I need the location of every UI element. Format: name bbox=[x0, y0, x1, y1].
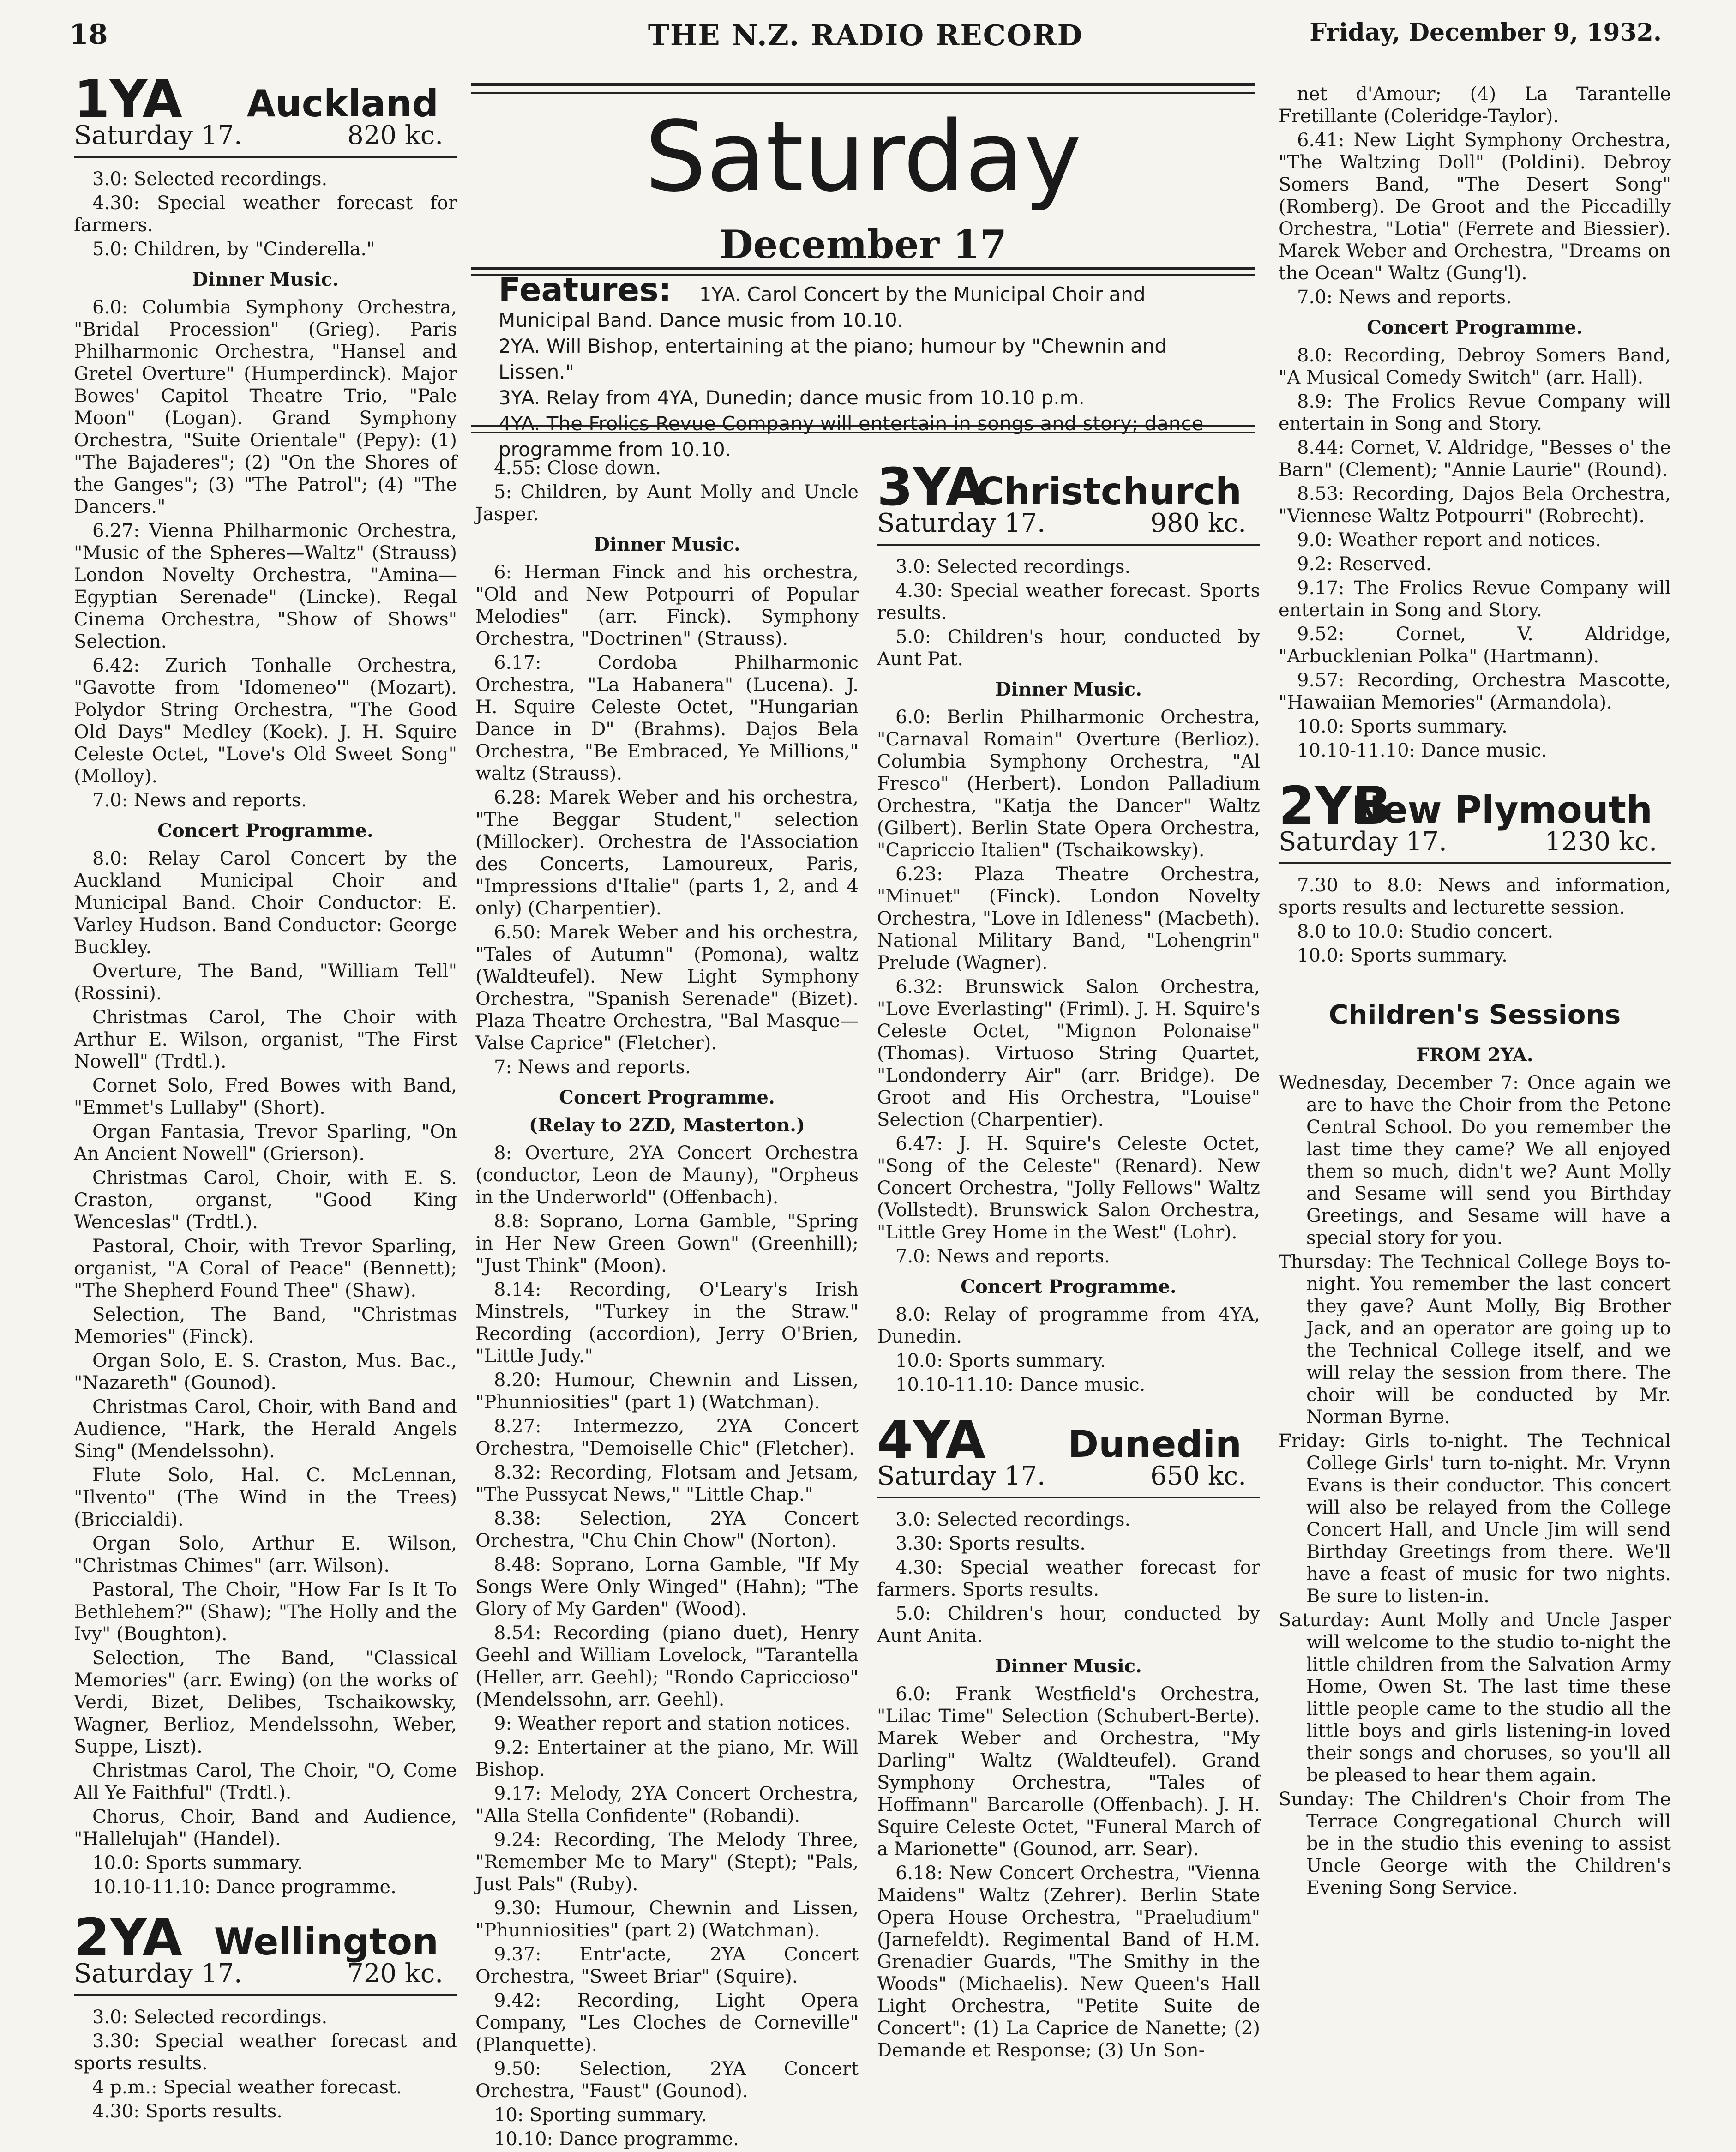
programme-item: 10.10-11.10: Dance music. bbox=[895, 1374, 1146, 1395]
station-day: Saturday 17. bbox=[1279, 827, 1447, 857]
programme-item: 8.8: Soprano, Lorna Gamble, "Spring in Her New Green Gown" (Greenhill); "Just Think" (Moon). bbox=[475, 1211, 859, 1276]
session-entry: Saturday: Aunt Molly and Uncle Jasper will welcome to the studio to-night the little children from the Salvation Army Home, Owen St. The last time these little people came to the studio all the little boys and girls listening-in loved their songs and choruses, so you'll all be pleased to hear them again. bbox=[1279, 1610, 1671, 1786]
programme-item: Pastoral, The Choir, "How Far Is It To Bethlehem?" (Shaw); "The Holly and the Ivy" (Boughton). bbox=[74, 1579, 457, 1645]
station-day: Saturday 17. bbox=[74, 120, 242, 150]
station-header-2yb bbox=[1279, 776, 1671, 863]
programme-item: 8.48: Soprano, Lorna Gamble, "If My Songs Were Only Winged" (Hahn); "The Glory of My Garden" (Wood). bbox=[475, 1554, 859, 1620]
saturday-feature-box bbox=[471, 83, 1255, 461]
station-call: 2YA bbox=[74, 1908, 182, 1968]
section-heading: FROM 2YA. bbox=[1416, 1044, 1533, 1066]
programme-item: 10: Sporting summary. bbox=[494, 2104, 707, 2126]
programme-item: 10.0: Sports summary. bbox=[92, 1852, 303, 1874]
section-heading: Dinner Music. bbox=[995, 1655, 1142, 1677]
session-entry: Thursday: The Technical College Boys to-night. You remember the last concert they gave? Aunt Molly, Big Brother Jack, and an operator are going up to the Technical College itself, and we will relay the session from there. The choir will be conducted by Mr. Norman Byrne. bbox=[1279, 1251, 1671, 1428]
programme-item: 8.0: Recording, Debroy Somers Band, "A Musical Comedy Switch" (arr. Hall). bbox=[1279, 345, 1671, 388]
programme-item: 9.17: The Frolics Revue Company will entertain in Song and Story. bbox=[1279, 577, 1671, 621]
station-frequency: 980 kc. bbox=[1150, 508, 1246, 538]
programme-item: 4.30: Special weather forecast for farmers. Sports results. bbox=[877, 1557, 1260, 1600]
programme-item: 6.0: Berlin Philharmonic Orchestra, "Carnaval Romain" Overture (Berlioz). Columbia Symphony Orchestra, "Al Fresco" (Herbert). London Palladium Orchestra, "Katja the Dancer" Waltz (Gilbert). Berlin State Opera Orchestra, "Capriccio Italien" (Tschaikowsky). bbox=[877, 707, 1260, 861]
programme-item: 3.0: Selected recordings. bbox=[92, 2007, 328, 2028]
programme-item: 8.0 to 10.0: Studio concert. bbox=[1297, 921, 1554, 942]
column-4 bbox=[1279, 83, 1671, 1901]
programme-item: 7.30 to 8.0: News and information, sports results and lecturette session. bbox=[1279, 875, 1671, 918]
programme-item: net d'Amour; (4) La Tarantelle Fretillante (Coleridge-Taylor). bbox=[1279, 84, 1671, 127]
programme-item: 6.28: Marek Weber and his orchestra, "The Beggar Student," selection (Millocker). Orchestra de l'Association des Concerts, Lamoureux, Paris, "Impressions d'Italie" (parts 1, 2, and 4 only) (Charpentier). bbox=[475, 787, 859, 919]
programme-item: 9.50: Selection, 2YA Concert Orchestra, "Faust" (Gounod). bbox=[475, 2058, 859, 2102]
programme-item: 6.0: Columbia Symphony Orchestra, "Bridal Procession" (Grieg). Paris Philharmonic Orchestra, "Hansel and Gretel Overture" (Humperdinck). Major Bowes' Capitol Theatre Trio, "Pale Moon" (Logan). Grand Symphony Orchestra, "Suite Orientale" (Pepy): (1) "The Bajaderes"; (2) "On the Shores of the Ganges"; (3) "The Patrol"; (4) "The Dancers." bbox=[74, 297, 457, 517]
programme-item: 5.0: Children's hour, conducted by Aunt Pat. bbox=[877, 626, 1260, 670]
programme-item: 9.37: Entr'acte, 2YA Concert Orchestra, "Sweet Briar" (Squire). bbox=[475, 1944, 859, 1987]
programme-item: Organ Solo, Arthur E. Wilson, "Christmas Chimes" (arr. Wilson). bbox=[74, 1533, 457, 1576]
programme-item: 10.10-11.10: Dance programme. bbox=[92, 1876, 396, 1898]
rule bbox=[471, 425, 1255, 433]
programme-item: Selection, The Band, "Classical Memories" (arr. Ewing) (on the works of Verdi, Bizet, Delibes, Tschaikowsky, Wagner, Berlioz, Mendelssohn, Weber, Suppe, Liszt). bbox=[74, 1647, 457, 1757]
station-call: 4YA bbox=[877, 1410, 985, 1470]
programme-item: 3.0: Selected recordings. bbox=[92, 168, 328, 190]
masthead bbox=[69, 14, 1662, 55]
programme-item: 9.0: Weather report and notices. bbox=[1297, 529, 1601, 551]
programme-item: 6.41: New Light Symphony Orchestra, "The Waltzing Doll" (Poldini). Debroy Somers Band, "The Desert Song" (Romberg). De Groot and the Piccadilly Orchestra, "Lotia" (Ferrete and Biessier). Marek Weber and Orchestra, "Dreams on the Ocean" Waltz (Gung'l). bbox=[1279, 130, 1671, 284]
station-call: 2YB bbox=[1279, 776, 1392, 836]
rule bbox=[877, 1497, 1260, 1498]
station-day: Saturday 17. bbox=[877, 508, 1045, 538]
programme-item: Pastoral, Choir, with Trevor Sparling, organist, "A Coral of Peace" (Bennett); "The Shepherd Found Thee" (Shaw). bbox=[74, 1236, 457, 1301]
day-title: Saturday bbox=[644, 100, 1082, 213]
section-heading: Dinner Music. bbox=[995, 679, 1142, 700]
programme-item: 3.0: Selected recordings. bbox=[895, 1509, 1131, 1530]
programme-item: 8.9: The Frolics Revue Company will entertain in Song and Story. bbox=[1279, 391, 1671, 434]
programme-item: 6: Herman Finck and his orchestra, "Old and New Potpourri of Popular Melodies" (arr. Finck). Symphony Orchestra, "Doctrinen" (Strauss). bbox=[475, 562, 859, 649]
section-subheading: (Relay to 2ZD, Masterton.) bbox=[529, 1114, 805, 1136]
station-city: Christchurch bbox=[977, 470, 1242, 513]
programme-item: Christmas Carol, The Choir with Arthur E. Wilson, organist, "The First Nowell" (Trdtl.). bbox=[74, 1007, 457, 1072]
section-heading: Concert Programme. bbox=[1367, 317, 1583, 338]
programme-item: 6.47: J. H. Squire's Celeste Octet, "Song of the Celeste" (Renard). New Concert Orchestra, "Jolly Fellows" Waltz (Vollstedt). Brunswick Salon Orchestra, "Little Grey Home in the West" (Lohr). bbox=[877, 1133, 1260, 1243]
programme-item: 9.30: Humour, Chewnin and Lissen, "Phunniosities" (part 2) (Watchman). bbox=[475, 1898, 859, 1941]
station-city: Wellington bbox=[214, 1920, 439, 1963]
programme-item: Overture, The Band, "William Tell" (Rossini). bbox=[74, 961, 457, 1004]
programme-item: 9.42: Recording, Light Opera Company, "Les Cloches de Corneville" (Planquette). bbox=[475, 1990, 859, 2056]
programme-item: 8: Overture, 2YA Concert Orchestra (conductor, Leon de Mauny), "Orpheus in the Underworld" (Offenbach). bbox=[475, 1142, 859, 1208]
session-entry: Wednesday, December 7: Once again we are to have the Choir from the Petone Central School. Do you remember the last time they came? We all enjoyed them so much, didn't we? Aunt Molly and Sesame will send you Birthday Greetings, and Sesame will have a special story for you. bbox=[1279, 1072, 1671, 1249]
section-heading: Concert Programme. bbox=[157, 820, 373, 842]
programme-item: 5.0: Children, by "Cinderella." bbox=[92, 239, 375, 260]
session-entry: Friday: Girls to-night. The Technical College Girls' turn to-night. Mr. Vrynn Evans is their conductor. This concert will also be relayed from the College Concert Hall, and Uncle Jim will send Birthday Greetings from there. We'll have a feast of music for two nights. Be sure to listen-in. bbox=[1279, 1431, 1671, 1607]
programme-item: 6.27: Vienna Philharmonic Orchestra, "Music of the Spheres—Waltz" (Strauss) London Novelty Orchestra, "Amina—Egyptian Serenade" (Lincke). Regal Cinema Orchestra, "Show of Shows" Selection. bbox=[74, 520, 457, 652]
programme-item: 3.30: Special weather forecast and sports results. bbox=[74, 2031, 457, 2074]
features-label: Features: bbox=[499, 271, 672, 309]
programme-item: 6.50: Marek Weber and his orchestra, "Tales of Autumn" (Pomona), waltz (Waldteufel). New Light Symphony Orchestra, "Spanish Serenade" (Bizet). Plaza Theatre Orchestra, "Bal Masque—Valse Caprice" (Fletcher). bbox=[475, 922, 859, 1054]
section-heading: Dinner Music. bbox=[594, 534, 740, 555]
station-frequency: 720 kc. bbox=[347, 1959, 443, 1989]
programme-item: Flute Solo, Hal. C. McLennan, "Ilvento" (The Wind in the Trees) (Briccialdi). bbox=[74, 1465, 457, 1530]
programme-item: 9.2: Reserved. bbox=[1297, 553, 1432, 575]
programme-item: 6.18: New Concert Orchestra, "Vienna Maidens" Waltz (Zehrer). Berlin State Opera House Orchestra, "Praeludium" (Jarnefeldt). Regimental Band of H.M. Grenadier Guards, "The Smithy in the Woods" (Michaelis). New Queen's Hall Light Orchestra, "Petite Suite de Concert": (1) La Caprice de Nanette; (2) Demande et Response; (3) Un Son- bbox=[877, 1863, 1260, 2061]
column-2 bbox=[475, 457, 859, 2152]
programme-item: 10.0: Sports summary. bbox=[1297, 716, 1508, 737]
page-number: 18 bbox=[69, 18, 108, 51]
programme-item: 7.0: News and reports. bbox=[92, 790, 307, 811]
station-city: Auckland bbox=[246, 82, 439, 125]
programme-item: Christmas Carol, Choir, with Band and Audience, "Hark, the Herald Angels Sing" (Mendelssohn). bbox=[74, 1396, 457, 1462]
station-call: 3YA bbox=[877, 457, 985, 517]
programme-item: 10.10-11.10: Dance music. bbox=[1297, 740, 1547, 761]
programme-item: Organ Fantasia, Trevor Sparling, "On An Ancient Nowell" (Grierson). bbox=[74, 1121, 457, 1165]
programme-item: 7.0: News and reports. bbox=[895, 1246, 1110, 1267]
programme-item: 10.0: Sports summary. bbox=[895, 1350, 1106, 1371]
station-frequency: 650 kc. bbox=[1150, 1461, 1246, 1491]
column-3 bbox=[877, 457, 1260, 2063]
programme-item: Christmas Carol, The Choir, "O, Come All Ye Faithful" (Trdtl.). bbox=[74, 1760, 457, 1803]
programme-item: 10.0: Sports summary. bbox=[1297, 945, 1508, 966]
feature-item: Features: 1YA. Carol Concert by the Municipal Choir and Municipal Band. Dance music from 10.10. bbox=[499, 271, 1146, 331]
programme-item: Chorus, Choir, Band and Audience, "Hallelujah" (Handel). bbox=[74, 1806, 457, 1850]
station-call: 1YA bbox=[74, 70, 182, 130]
publication-title: THE N.Z. RADIO RECORD bbox=[648, 18, 1083, 52]
feature-item: 4YA. The Frolics Revue Company will entertain in songs and story; dance programme from 10.10. bbox=[499, 412, 1204, 461]
programme-item: 7: News and reports. bbox=[494, 1057, 691, 1078]
station-city: Dunedin bbox=[1068, 1423, 1242, 1466]
programme-item: 8.32: Recording, Flotsam and Jetsam, "The Pussycat News," "Little Chap." bbox=[475, 1462, 859, 1505]
programme-item: 7.0: News and reports. bbox=[1297, 287, 1512, 308]
programme-item: 6.0: Frank Westfield's Orchestra, "Lilac Time" Selection (Schubert-Berte). Marek Weber and Orchestra, "My Darling" Waltz (Waldteufel). Grand Symphony Orchestra, "Tales of Hoffmann" Barcarolle (Offenbach). J. H. Squire Celeste Octet, "Funeral March of a Marionette" (Gounod, arr. Sear). bbox=[877, 1683, 1260, 1860]
programme-item: 9.57: Recording, Orchestra Mascotte, "Hawaiian Memories" (Armandola). bbox=[1279, 670, 1671, 713]
programme-item: 8.54: Recording (piano duet), Henry Geehl and William Lovelock, "Tarantella (Heller, arr. Geehl); "Rondo Capriccioso" (Mendelssohn, arr. Geehl). bbox=[475, 1623, 859, 1710]
programme-item: 9: Weather report and station notices. bbox=[494, 1713, 851, 1734]
programme-item: 8.14: Recording, O'Leary's Irish Minstrels, "Turkey in the Straw." Recording (accordion), Jerry O'Brien, "Little Judy." bbox=[475, 1279, 859, 1367]
programme-item: 6.32: Brunswick Salon Orchestra, "Love Everlasting" (Friml). J. H. Squire's Celeste Octet, "Mignon Polonaise" (Thomas). Virtuoso String Quartet, "Londonderry Air" (arr. Bridge). De Groot and His Orchestra, "Louise" Selection (Charpentier). bbox=[877, 976, 1260, 1130]
rule bbox=[1279, 862, 1671, 864]
programme-item: 6.42: Zurich Tonhalle Orchestra, "Gavotte from 'Idomeneo'" (Mozart). Polydor String Orchestra, "The Good Old Days" Medley (Koek). J. H. Squire Celeste Octet, "Love's Old Sweet Song" (Molloy). bbox=[74, 655, 457, 787]
rule bbox=[471, 83, 1255, 94]
childrens-sessions-title: Children's Sessions bbox=[1328, 999, 1621, 1030]
programme-item: 8.20: Humour, Chewnin and Lissen, "Phunniosities" (part 1) (Watchman). bbox=[475, 1370, 859, 1413]
section-heading: Dinner Music. bbox=[192, 269, 339, 290]
programme-item: 8.0: Relay of programme from 4YA, Dunedin. bbox=[877, 1304, 1260, 1347]
programme-item: 8.53: Recording, Dajos Bela Orchestra, "Viennese Waltz Potpourri" (Robrecht). bbox=[1279, 483, 1671, 527]
programme-item: Cornet Solo, Fred Bowes with Band, "Emmet's Lullaby" (Short). bbox=[74, 1075, 457, 1118]
rule bbox=[74, 156, 457, 158]
station-day: Saturday 17. bbox=[877, 1461, 1045, 1491]
programme-item: 5: Children, by Aunt Molly and Uncle Jasper. bbox=[475, 481, 859, 525]
programme-item: 9.24: Recording, The Melody Three, "Remember Me to Mary" (Stept); "Pals, Just Pals" (Ruby). bbox=[475, 1829, 859, 1895]
station-frequency: 820 kc. bbox=[347, 120, 443, 150]
programme-item: 6.17: Cordoba Philharmonic Orchestra, "La Habanera" (Lucena). J. H. Squire Celeste Octet, "Hungarian Dance in D" (Brahms). Dajos Bela Orchestra, "Be Embraced, Ye Millions," waltz (Strauss). bbox=[475, 652, 859, 784]
programme-item: 8.38: Selection, 2YA Concert Orchestra, "Chu Chin Chow" (Norton). bbox=[475, 1508, 859, 1551]
feature-item: 3YA. Relay from 4YA, Dunedin; dance music from 10.10 p.m. bbox=[499, 386, 1085, 409]
station-frequency: 1230 kc. bbox=[1544, 827, 1657, 857]
session-entry: Sunday: The Children's Choir from The Terrace Congregational Church will be in the studio this evening to assist Uncle George with the Children's Evening Song Service. bbox=[1279, 1789, 1671, 1899]
day-date: December 17 bbox=[719, 222, 1007, 267]
programme-item: 5.0: Children's hour, conducted by Aunt Anita. bbox=[877, 1603, 1260, 1647]
programme-item: 4.30: Special weather forecast. Sports results. bbox=[877, 580, 1260, 624]
programme-item: 4.30: Sports results. bbox=[92, 2101, 282, 2122]
station-header-1ya bbox=[74, 70, 457, 157]
station-header-3ya bbox=[877, 457, 1260, 545]
programme-item: Selection, The Band, "Christmas Memories" (Finck). bbox=[74, 1304, 457, 1347]
station-header-4ya bbox=[877, 1410, 1260, 1497]
station-header-2ya bbox=[74, 1908, 457, 1995]
programme-item: 8.27: Intermezzo, 2YA Concert Orchestra, "Demoiselle Chic" (Fletcher). bbox=[475, 1416, 859, 1459]
rule bbox=[877, 544, 1260, 546]
programme-item: 3.0: Selected recordings. bbox=[895, 556, 1131, 577]
station-city: New Plymouth bbox=[1352, 788, 1652, 831]
programme-item: 6.23: Plaza Theatre Orchestra, "Minuet" (Finck). London Novelty Orchestra, "Love in Idleness" (Macbeth). National Military Band, "Lohengrin" Prelude (Wagner). bbox=[877, 864, 1260, 974]
programme-item: 9.2: Entertainer at the piano, Mr. Will Bishop. bbox=[475, 1737, 859, 1780]
features-list bbox=[499, 271, 1237, 463]
rule bbox=[74, 1994, 457, 1996]
programme-item: 3.30: Sports results. bbox=[895, 1533, 1086, 1554]
section-heading: Concert Programme. bbox=[961, 1276, 1177, 1298]
programme-item: 4 p.m.: Special weather forecast. bbox=[92, 2077, 402, 2098]
programme-item: 8.44: Cornet, V. Aldridge, "Besses o' the Barn" (Clement); "Annie Laurie" (Round). bbox=[1279, 437, 1671, 481]
column-1 bbox=[74, 69, 457, 2124]
programme-item: 4.30: Special weather forecast for farmers. bbox=[74, 192, 457, 236]
programme-item: 9.17: Melody, 2YA Concert Orchestra, "Alla Stella Confidente" (Robandi). bbox=[475, 1783, 859, 1827]
section-heading: Concert Programme. bbox=[559, 1087, 775, 1108]
station-day: Saturday 17. bbox=[74, 1959, 242, 1989]
programme-item: Christmas Carol, Choir, with E. S. Craston, organst, "Good King Wenceslas" (Trdtl.). bbox=[74, 1167, 457, 1233]
programme-item: Organ Solo, E. S. Craston, Mus. Bac., "Nazareth" (Gounod). bbox=[74, 1350, 457, 1394]
programme-item: 8.0: Relay Carol Concert by the Auckland Municipal Choir and Municipal Band. Choir Conductor: E. Varley Hudson. Band Conductor: George Buckley. bbox=[74, 848, 457, 958]
issue-date: Friday, December 9, 1932. bbox=[1310, 18, 1662, 47]
programme-item: 10.10: Dance programme. bbox=[494, 2128, 739, 2150]
programme-item: 4.55: Close down. bbox=[494, 457, 661, 479]
programme-item: 9.52: Cornet, V. Aldridge, "Arbucklenian Polka" (Hartmann). bbox=[1279, 624, 1671, 667]
feature-item: 2YA. Will Bishop, entertaining at the piano; humour by "Chewnin and Lissen." bbox=[499, 335, 1167, 383]
